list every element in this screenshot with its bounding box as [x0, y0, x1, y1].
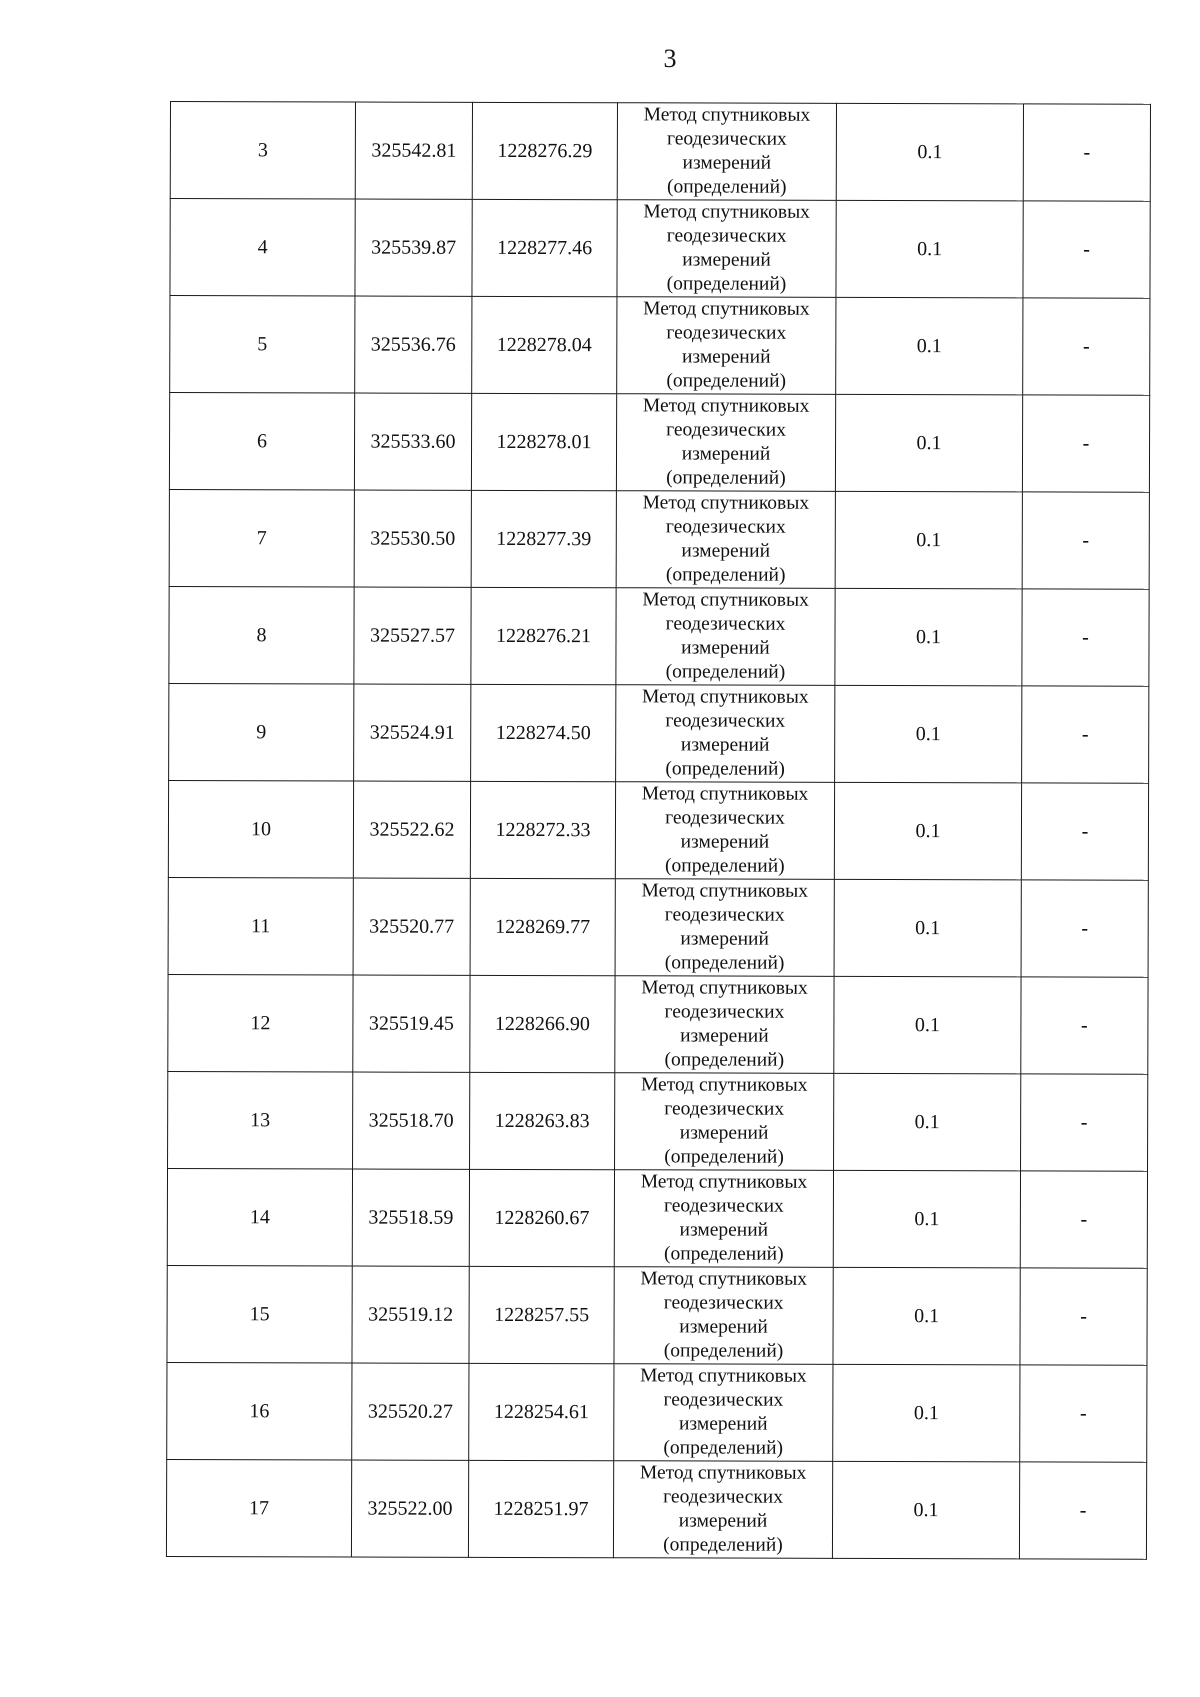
- x-coordinate-cell: 325530.50: [354, 490, 471, 587]
- y-coordinate-cell: 1228277.46: [472, 199, 617, 296]
- method-text-line: геодезических: [663, 1486, 784, 1508]
- y-coordinate-cell: 1228276.29: [472, 102, 617, 199]
- y-coordinate-cell: 1228269.77: [470, 878, 615, 975]
- method-text-line: измерений: [678, 1413, 768, 1435]
- table-row: [168, 1071, 1148, 1171]
- method-text-line: (определений): [666, 467, 786, 489]
- x-coordinate-cell: 325518.59: [352, 1169, 469, 1266]
- x-coordinate-cell: 325522.62: [353, 781, 470, 878]
- y-coordinate-cell: 1228276.21: [471, 587, 616, 684]
- method-cell: [616, 491, 835, 589]
- method-cell: [613, 1461, 832, 1559]
- point-number-cell: 3: [170, 102, 355, 200]
- point-number-cell: 16: [167, 1362, 352, 1460]
- method-text-line: Метод спутниковых: [643, 104, 811, 126]
- table-row: [170, 102, 1150, 202]
- y-coordinate-cell: 1228266.90: [470, 975, 615, 1072]
- note-cell: -: [1021, 880, 1148, 977]
- accuracy-cell: 0.1: [833, 1267, 1020, 1365]
- method-text-line: измерений: [680, 734, 770, 756]
- method-text-line: Метод спутниковых: [640, 1171, 808, 1193]
- point-number-cell: 12: [168, 974, 353, 1072]
- y-coordinate-cell: 1228278.04: [472, 296, 617, 393]
- method-text-line: измерений: [679, 1316, 768, 1338]
- point-number-cell: 11: [168, 877, 353, 975]
- method-text-line: (определений): [663, 1243, 784, 1265]
- point-number-cell: 4: [170, 199, 355, 297]
- method-text-line: (определений): [665, 661, 786, 683]
- note-cell: -: [1023, 298, 1150, 395]
- method-text-line: геодезических: [664, 1001, 785, 1023]
- method-text-line: геодезических: [665, 710, 786, 732]
- x-coordinate-cell: 325519.12: [352, 1266, 469, 1363]
- y-coordinate-cell: 1228260.67: [469, 1169, 614, 1266]
- method-text-line: (определений): [665, 758, 785, 780]
- method-text-line: Метод спутниковых: [641, 783, 809, 805]
- method-text-line: измерений: [679, 1219, 769, 1241]
- accuracy-cell: 0.1: [833, 1170, 1020, 1268]
- accuracy-cell: 0.1: [835, 491, 1022, 589]
- point-number-cell: 14: [167, 1168, 352, 1266]
- point-number-cell: 9: [169, 683, 354, 781]
- x-coordinate-cell: 325533.60: [354, 393, 471, 490]
- table-row: [169, 683, 1149, 783]
- method-text-line: Метод спутниковых: [641, 880, 809, 902]
- method-text-line: измерений: [681, 346, 771, 368]
- method-text-line: измерений: [681, 540, 771, 562]
- accuracy-cell: 0.1: [834, 879, 1021, 977]
- accuracy-cell: 0.1: [836, 200, 1023, 298]
- x-coordinate-cell: 325524.91: [354, 684, 471, 781]
- method-text-line: Метод спутниковых: [639, 1462, 807, 1484]
- point-number-cell: 10: [168, 780, 353, 878]
- method-text-line: Метод спутниковых: [642, 395, 810, 417]
- accuracy-cell: 0.1: [834, 1073, 1021, 1171]
- method-text-line: (определений): [666, 273, 787, 295]
- note-cell: -: [1022, 686, 1149, 783]
- method-text-line: измерений: [680, 1025, 769, 1047]
- table-row: [166, 1459, 1146, 1559]
- method-text-line: (определений): [664, 1146, 784, 1168]
- method-text-line: геодезических: [663, 1195, 784, 1217]
- table-row: [169, 489, 1149, 589]
- accuracy-cell: 0.1: [836, 103, 1023, 201]
- x-coordinate-cell: 325518.70: [353, 1072, 470, 1169]
- y-coordinate-cell: 1228278.01: [471, 393, 616, 490]
- table-row: [169, 586, 1149, 686]
- note-cell: -: [1021, 783, 1148, 880]
- method-cell: [617, 200, 836, 298]
- table-row: [167, 1362, 1147, 1462]
- note-cell: -: [1021, 977, 1148, 1074]
- method-text-line: (определений): [666, 370, 787, 392]
- method-text-line: Метод спутниковых: [642, 492, 810, 514]
- accuracy-cell: 0.1: [835, 588, 1022, 686]
- table-row: [168, 877, 1148, 977]
- method-text-line: геодезических: [664, 904, 785, 926]
- method-text-line: измерений: [679, 1122, 769, 1144]
- page-number: 3: [663, 44, 677, 73]
- table-row: [168, 974, 1148, 1074]
- method-text-line: Метод спутниковых: [640, 1365, 807, 1387]
- method-text-line: Метод спутниковых: [643, 298, 810, 320]
- point-number-cell: 6: [169, 393, 354, 491]
- method-text-line: измерений: [682, 249, 771, 271]
- note-cell: -: [1020, 1365, 1147, 1462]
- point-number-cell: 8: [169, 586, 354, 684]
- table-row: [170, 199, 1150, 299]
- method-text-line: (определений): [664, 952, 785, 974]
- method-text-line: Метод спутниковых: [640, 1074, 808, 1096]
- y-coordinate-cell: 1228263.83: [470, 1072, 615, 1169]
- method-text-line: Метод спутниковых: [643, 201, 810, 223]
- method-cell: [617, 297, 836, 395]
- y-coordinate-cell: 1228272.33: [470, 781, 615, 878]
- y-coordinate-cell: 1228257.55: [469, 1266, 614, 1363]
- accuracy-cell: 0.1: [836, 297, 1023, 395]
- method-text-line: (определений): [663, 1340, 784, 1362]
- method-text-line: геодезических: [666, 225, 787, 247]
- method-cell: [615, 1073, 834, 1171]
- note-cell: -: [1022, 589, 1149, 686]
- method-cell: [614, 1267, 833, 1365]
- method-text-line: измерений: [681, 637, 770, 659]
- method-text-line: геодезических: [664, 1098, 785, 1120]
- method-text-line: (определений): [663, 1437, 784, 1459]
- method-text-line: Метод спутниковых: [642, 686, 809, 708]
- method-text-line: (определений): [664, 1049, 785, 1071]
- table-row: [167, 1265, 1147, 1365]
- method-text-line: геодезических: [665, 516, 786, 538]
- method-cell: [616, 394, 835, 492]
- method-cell: [615, 782, 834, 880]
- method-text-line: Метод спутниковых: [642, 589, 809, 611]
- y-coordinate-cell: 1228274.50: [471, 684, 616, 781]
- method-text-line: геодезических: [663, 1292, 784, 1314]
- method-text-line: (определений): [665, 855, 785, 877]
- method-text-line: измерений: [678, 1510, 768, 1532]
- table-row: [167, 1168, 1147, 1268]
- method-cell: [614, 1170, 833, 1268]
- note-cell: -: [1022, 492, 1149, 589]
- note-cell: -: [1020, 1268, 1147, 1365]
- point-number-cell: 5: [170, 296, 355, 394]
- table-row: [168, 780, 1148, 880]
- method-cell: [615, 976, 834, 1074]
- method-text-line: измерений: [681, 443, 771, 465]
- x-coordinate-cell: 325539.87: [355, 199, 472, 296]
- note-cell: -: [1019, 1462, 1146, 1559]
- x-coordinate-cell: 325522.00: [351, 1460, 468, 1557]
- method-text-line: геодезических: [665, 807, 785, 829]
- method-text-line: (определений): [663, 1534, 783, 1556]
- coordinates-table: [166, 101, 1151, 1560]
- x-coordinate-cell: 325520.77: [353, 878, 470, 975]
- point-number-cell: 7: [169, 489, 354, 587]
- method-text-line: Метод спутниковых: [641, 977, 808, 999]
- method-cell: [614, 1364, 833, 1462]
- x-coordinate-cell: 325527.57: [354, 587, 471, 684]
- accuracy-cell: 0.1: [834, 782, 1021, 880]
- method-text-line: геодезических: [663, 1389, 784, 1411]
- method-cell: [616, 588, 835, 686]
- method-text-line: (определений): [665, 564, 786, 586]
- method-cell: [615, 879, 834, 977]
- method-text-line: геодезических: [665, 613, 786, 635]
- method-cell: [617, 103, 836, 201]
- method-text-line: геодезических: [666, 419, 787, 441]
- point-number-cell: 15: [167, 1265, 352, 1363]
- y-coordinate-cell: 1228251.97: [468, 1460, 613, 1557]
- accuracy-cell: 0.1: [835, 394, 1022, 492]
- method-text-line: геодезических: [666, 322, 787, 344]
- accuracy-cell: 0.1: [835, 685, 1022, 783]
- accuracy-cell: 0.1: [832, 1461, 1019, 1559]
- method-text-line: (определений): [666, 176, 787, 198]
- accuracy-cell: 0.1: [833, 1364, 1020, 1462]
- point-number-cell: 17: [166, 1459, 351, 1557]
- method-text-line: измерений: [680, 831, 770, 853]
- note-cell: -: [1023, 104, 1150, 201]
- note-cell: -: [1021, 1074, 1148, 1171]
- x-coordinate-cell: 325520.27: [352, 1363, 469, 1460]
- method-text-line: геодезических: [666, 128, 787, 150]
- table-row: [169, 393, 1149, 493]
- method-text-line: Метод спутниковых: [640, 1268, 807, 1290]
- point-number-cell: 13: [168, 1071, 353, 1169]
- method-text-line: измерений: [680, 928, 769, 950]
- y-coordinate-cell: 1228254.61: [469, 1363, 614, 1460]
- coordinates-table-body: [166, 102, 1150, 1560]
- accuracy-cell: 0.1: [834, 976, 1021, 1074]
- x-coordinate-cell: 325542.81: [355, 102, 472, 199]
- note-cell: -: [1020, 1171, 1147, 1268]
- method-text-line: измерений: [682, 152, 772, 174]
- method-cell: [616, 685, 835, 783]
- note-cell: -: [1022, 395, 1149, 492]
- y-coordinate-cell: 1228277.39: [471, 490, 616, 587]
- table-row: [170, 296, 1150, 396]
- note-cell: -: [1023, 201, 1150, 298]
- x-coordinate-cell: 325536.76: [355, 296, 472, 393]
- x-coordinate-cell: 325519.45: [353, 975, 470, 1072]
